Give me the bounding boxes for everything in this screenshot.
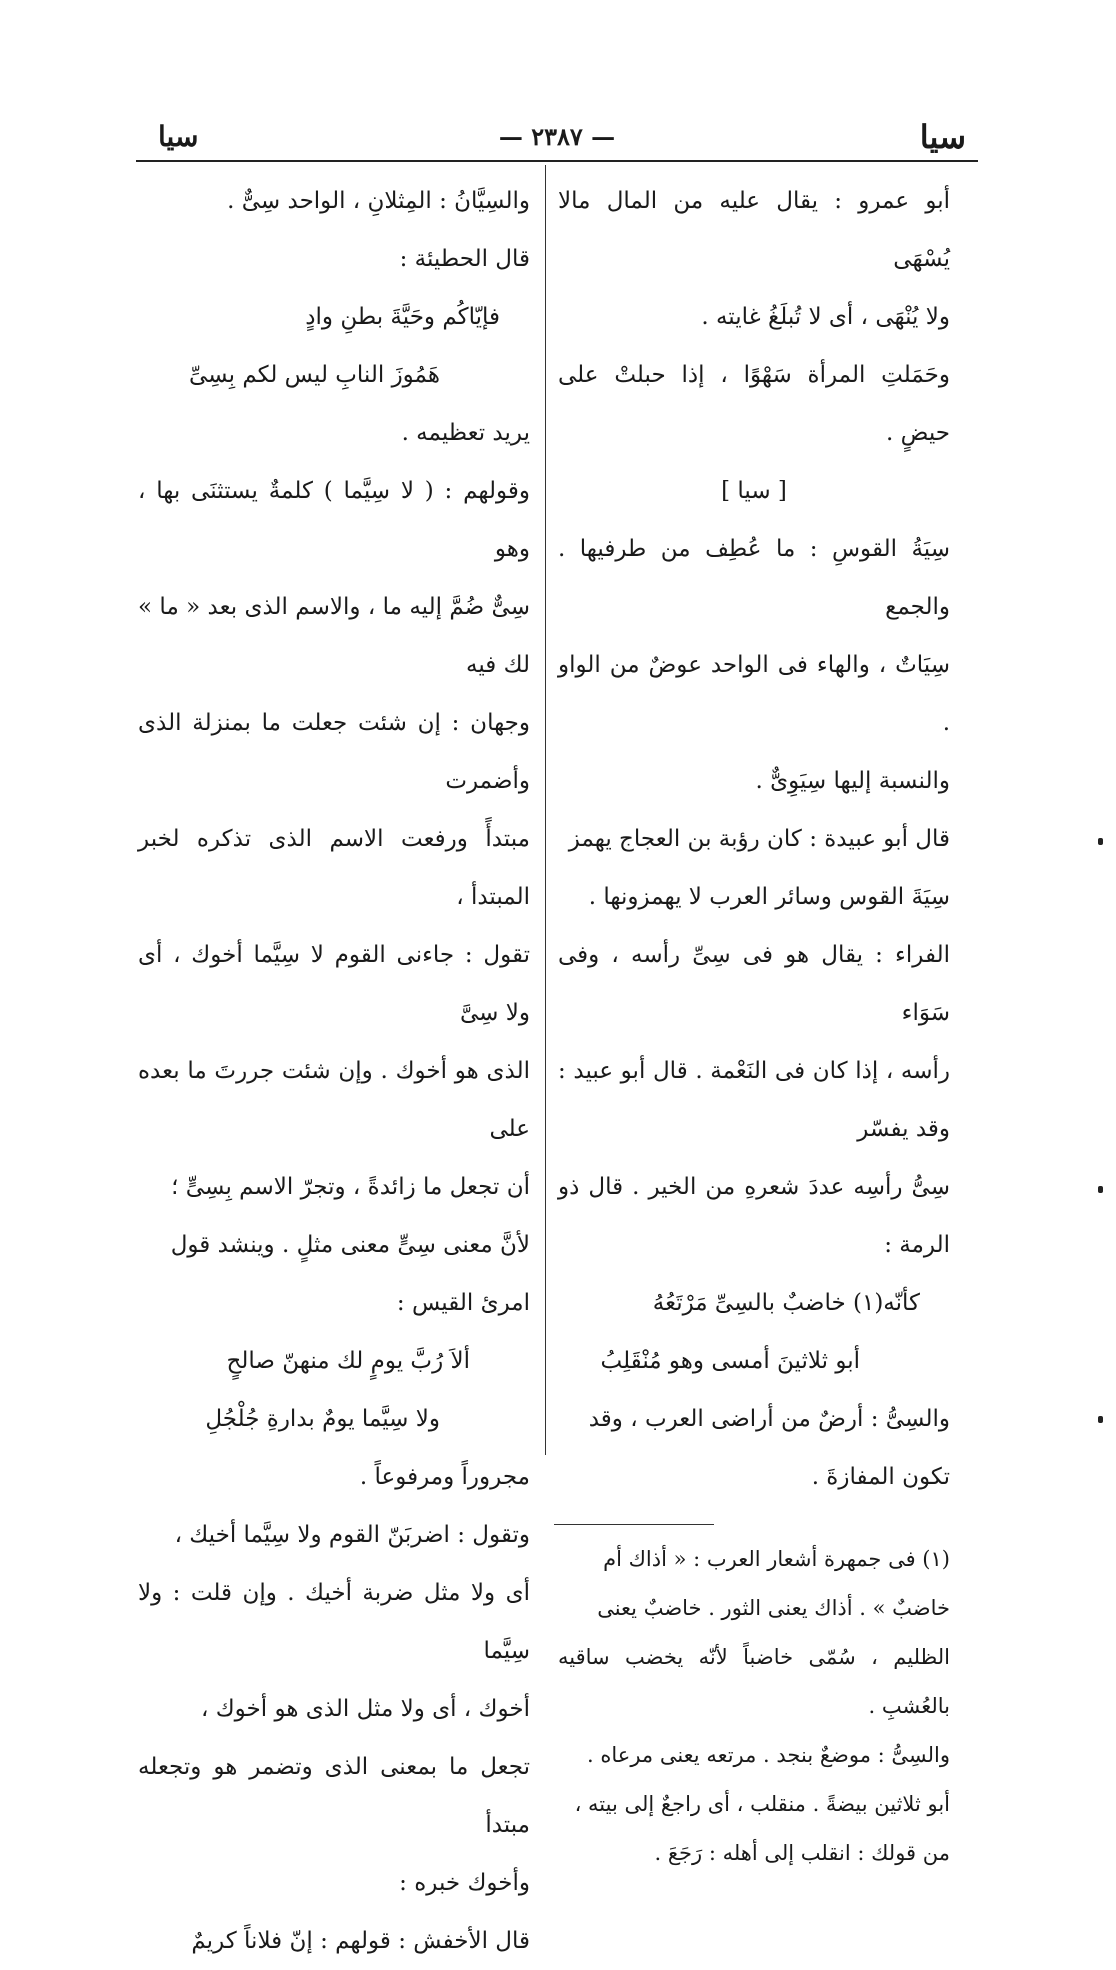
text-line: وحَمَلتِ المرأة سَهْوًا ، إذا حبلتْ على حيضٍ . [558, 362, 950, 446]
text-line: قال الحطيئة : [399, 246, 530, 272]
text-line: أخوك ، أى ولا مثل الذى هو أخوك ، [200, 1696, 530, 1722]
header-entry-word-left: سيا [158, 120, 199, 153]
text-line: رأسه ، إذا كان فى النَعْمة . قال أبو عبيد : وقد يفسّر [558, 1058, 950, 1142]
text-line: الذى هو أخوك . وإن شئت جررتَ ما بعده على [138, 1058, 530, 1142]
text-line: يريد تعظيمه . [401, 420, 530, 446]
section-title: [ سيا ] [721, 478, 787, 504]
left-column [138, 172, 530, 1970]
text-line: الفراء : يقال هو فى سِىِّ رأسه ، وفى سَوَاء [558, 942, 950, 1026]
verse-line: فإيّاكُم وحَيَّةَ بطنِ وادٍ [305, 304, 500, 330]
text-line: وقولهم : ( لا سِيَّما ) كلمةٌ يستثنَى بها ، وهو [138, 478, 530, 562]
text-line: والسِيَّانُ : المِثلانِ ، الواحد سِىٌّ . [227, 188, 530, 214]
text-line: قال الأخفش : قولهم : إنّ فلاناً كريمٌ [191, 1928, 530, 1954]
right-column [558, 172, 950, 1878]
text-line: قال أبو عبيدة : كان رؤبة بن العجاج يهمز [568, 826, 950, 852]
text-line: ولا يُنْهَى ، أى لا تُبلَغُ غايته . [701, 304, 950, 330]
footnote [558, 1535, 950, 1878]
text-line: سِىُّ رأسِه عددَ شعرهِ من الخير . قال ذو الرمة : [558, 1174, 950, 1258]
footnote-line: أبو ثلاثين بيضةً . منقلب ، أى راجعٌ إلى بيته ، [574, 1792, 950, 1816]
text-line: تجعل ما بمعنى الذى وتضمر هو وتجعله مبتدأ [138, 1754, 530, 1838]
text-line: سِيَةُ القوسِ : ما عُطِف من طرفيها . والجمع [558, 536, 950, 620]
header-rule [136, 160, 978, 162]
text-line: سِىٌّ ضُمَّ إليه ما ، والاسم الذى بعد « ما » لك فيه [138, 594, 530, 678]
text-line: والسِىُّ : أرضٌ من أراضى العرب ، وقد [588, 1406, 950, 1432]
text-line: وتقول : اضربَنّ القوم ولا سِيَّما أخيك ، [174, 1522, 530, 1548]
scan-mark [1098, 1186, 1103, 1193]
column-divider [545, 165, 546, 1455]
text-line: سِيَاتٌ ، والهاء فى الواحد عوضٌ من الواو . [558, 652, 950, 736]
scan-mark [1098, 1416, 1103, 1423]
footnote-line: والسِىُّ : موضعٌ بنجد . مرتعه يعنى مرعاه . [587, 1743, 950, 1767]
footnote-rule [554, 1524, 714, 1525]
verse-line: هَمُوزَ النابِ ليس لكم بِسِىِّ [188, 362, 440, 388]
text-line: تكون المفازةَ . [811, 1464, 950, 1490]
text-line: أن تجعل ما زائدةً ، وتجرّ الاسم بِسِىٍّ ؛ [171, 1174, 530, 1200]
text-line: والنسبة إليها سِيَوِىٌّ . [755, 768, 950, 794]
footnote-line: الظليم ، سُمّى خاضباً لأنّه يخضب ساقيه بالعُشبِ . [558, 1645, 950, 1718]
header-entry-word-right: سيا [919, 118, 966, 156]
verse-line: أبو ثلاثينَ أمسى وهو مُنْقَلِبُ [600, 1348, 860, 1374]
verse-line: ولا سِيَّما يومٌ بدارةِ جُلْجُلِ [205, 1406, 440, 1432]
text-line: وجهان : إن شئت جعلت ما بمنزلة الذى وأضمرت [138, 710, 530, 794]
scan-mark [1098, 838, 1103, 845]
footnote-line: من قولك : انقلب إلى أهله : رَجَعَ . [654, 1841, 950, 1865]
text-line: أبو عمرو : يقال عليه من المال مالا يُسْهَى [558, 188, 950, 272]
verse-line: كأنّه(١) خاضبٌ بالسِىِّ مَرْتَعُهُ [652, 1290, 920, 1316]
page-number: — ٢٣٨٧ — [498, 122, 616, 151]
text-line: سِيَةَ القوس وسائر العرب لا يهمزونها . [588, 884, 950, 910]
text-line: تقول : جاءنى القوم لا سِيَّما أخوك ، أى ولا سِىَّ [138, 942, 530, 1026]
verse-line: ألاَ رُبَّ يومٍ لك منهنّ صالحٍ [226, 1348, 470, 1374]
text-line: مبتدأً ورفعت الاسم الذى تذكره لخبر المبتدأ ، [138, 826, 530, 910]
text-line: امرئ القيس : [396, 1290, 530, 1316]
page-header [136, 118, 978, 158]
footnote-line: (١) فى جمهرة أشعار العرب : « أذاك أم [603, 1547, 950, 1571]
text-line: أى ولا مثل ضربة أخيك . وإن قلت : ولا سِيَّما [138, 1580, 530, 1664]
text-line: لأنَّ معنى سِىٍّ معنى مثلٍ . وينشد قول [170, 1232, 530, 1258]
text-line: مجروراً ومرفوعاً . [359, 1464, 530, 1490]
footnote-line: خاضبٌ » . أذاك يعنى الثور . خاضبٌ يعنى [597, 1596, 950, 1620]
text-line: وأخوك خبره : [399, 1870, 530, 1896]
